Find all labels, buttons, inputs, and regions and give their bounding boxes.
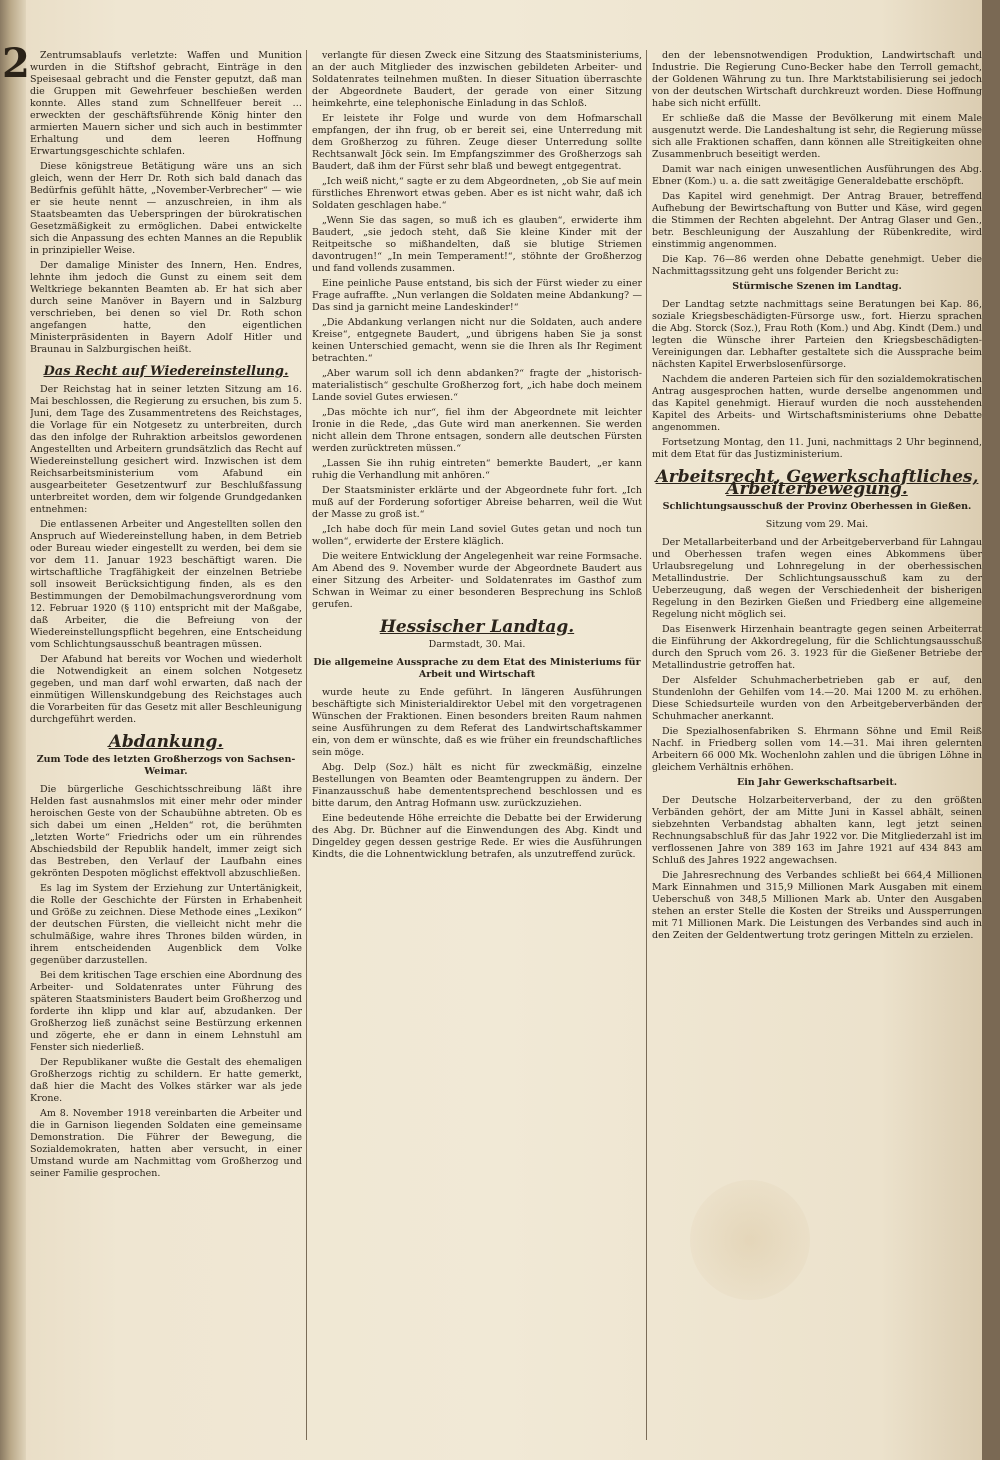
paragraph: Abg. Delp (Soz.) hält es nicht für zweckmäßig, einzelne Bestellungen von Beamten oder Beamtengruppen zu ändern. Der Finanzausschuß habe demententsprechend beschlossen und es bitte darum, den Antrag Hofmann usw. zurückzuziehen. — [312, 762, 642, 809]
paragraph: „Aber warum soll ich denn abdanken?“ fragte der „historisch-materialistisch“ geschulte Großherzog fort, „ich habe doch meinem Lande soviel Gutes erwiesen.“ — [312, 368, 642, 403]
paragraph: Es lag im System der Erziehung zur Untertänigkeit, die Rolle der Geschichte der Fürsten in Erhabenheit und Größe zu zeichnen. Diese Methode eines „Lexikon“ der deutschen Fürsten, die vielleicht nicht mehr die schulmäßige, wahre ihres Thrones bilden würden, in ihrem entscheidenden Augenblick dem Volke gegenüber darzustellen. — [30, 883, 302, 966]
article-headline: Abdankung. — [108, 732, 224, 752]
article-headline: Hessischer Landtag. — [379, 617, 575, 637]
section-heading: Ein Jahr Gewerkschaftsarbeit. — [736, 777, 898, 788]
paragraph: Der Staatsminister erklärte und der Abgeordnete fuhr fort. „Ich muß auf der Forderung sofortiger Abreise beharren, weil die Wut der Masse zu groß ist.“ — [312, 485, 642, 520]
paragraph: wurde heute zu Ende geführt. In längeren Ausführungen beschäftigte sich Ministerialdirektor Uebel mit den vorgetragenen Wünschen der Fraktionen. Einen besonders breiten Raum nahmen seine Ausführungen zu dem Referat des Landwirtschaftskammer ein, von dem er wünschte, daß es wie früher ein freundschaftliches sein möge. — [312, 687, 642, 758]
paragraph: Der Landtag setzte nachmittags seine Beratungen bei Kap. 86, soziale Kriegsbeschädigten-Fürsorge usw., fort. Hierzu sprachen die Abg. Storck (Soz.), Frau Roth (Kom.) und Abg. Kindt (Dem.) und legten die Wünsche ihrer Parteien den Kriegsbeschädigten-Vereinigungen dar. Lebhafter gestaltete sich die Aussprache beim nächsten Kapitel Erwerbslosenfürsorge. — [652, 299, 982, 370]
paragraph: Das Kapitel wird genehmigt. Der Antrag Brauer, betreffend Aufhebung der Bewirtschaftung von Butter und Käse, wird gegen die Stimmen der Rechten abgelehnt. Der Antrag Glaser und Gen., betr. Beschleunigung der Auszahlung der Rübenkredite, wird einstimmig angenommen. — [652, 191, 982, 250]
paragraph: Die Spezialhosenfabriken S. Ehrmann Söhne und Emil Reiß Nachf. in Friedberg sollen vom 14.—31. Mai ihren gelernten Arbeitern 66 000 Mk. Wochenlohn zahlen und die übrigen Löhne in gleichem Verhältnis erhöhen. — [652, 726, 982, 773]
page-number: 2 — [2, 40, 30, 87]
paragraph: Die Kap. 76—86 werden ohne Debatte genehmigt. Ueber die Nachmittagssitzung geht uns folgender Bericht zu: — [652, 254, 982, 277]
article-lead: Die allgemeine Aussprache zu dem Etat des Ministeriums für Arbeit und Wirtschaft — [313, 657, 641, 680]
paragraph: Die Jahresrechnung des Verbandes schließt bei 664,4 Millionen Mark Einnahmen und 315,9 Millionen Mark Ausgaben mit einem Ueberschuß von 348,5 Millionen Mark ab. Unter den Ausgaben stehen an erster Stelle die Kosten der Streiks und Aussperrungen mit 71 Millionen Mark. Die Leistungen des Verbandes sind auch in den Zeiten der Geldentwertung trotz geringen Mitteln zu erzielen. — [652, 870, 982, 941]
paragraph: Der damalige Minister des Innern, Hen. Endres, lehnte ihm jedoch die Gunst zu einem seit dem Weltkriege bekannten Beamten ab. Er hat sich aber durch seine Manöver in Bayern und in Salzburg verschrieben, bei denen so viel Dr. Roth schon angefangen hatte, den eigentlichen Ministerpräsidenten in Bayern Adolf Hitler und Braunau in Salzburgischen heißt. — [30, 260, 302, 355]
paragraph: Am 8. November 1918 vereinbarten die Arbeiter und die in Garnison liegenden Soldaten eine gemeinsame Demonstration. Die Führer der Bewegung, die Sozialdemokraten, hatten aber versucht, in einer Umstand wurde am Nachmittag vom Großherzog und seiner Familie gesprochen. — [30, 1108, 302, 1179]
paragraph: Damit war nach einigen unwesentlichen Ausführungen des Abg. Ebner (Kom.) u. a. die satt zweitägige Generaldebatte erschöpft. — [652, 164, 982, 187]
column-rule — [306, 50, 307, 1440]
paragraph: Der Deutsche Holzarbeiterverband, der zu den größten Verbänden gehört, der am Mitte Juni in Kassel abhält, seinen siebzehnten Verbandstag abhalten kann, legt jetzt seinen Rechnungsabschluß für das Jahr 1922 vor. Die Mitgliederzahl ist im verflossenen Jahre von 389 163 im Jahre 1921 auf 434 843 am Schluß des Jahres 1922 angewachsen. — [652, 795, 982, 866]
paragraph: „Die Abdankung verlangen nicht nur die Soldaten, auch andere Kreise“, entgegnete Baudert, „und übrigens haben Sie ja sonst keinen Unterschied gemacht, wenn sie die Ihren als Ihr Regiment betrachten.“ — [312, 317, 642, 364]
paragraph: Bei dem kritischen Tage erschien eine Abordnung des Arbeiter- und Soldatenrates unter Führung des späteren Staatsministers Baudert beim Großherzog und forderte ihn klipp und klar auf, abzudanken. Der Großherzog ließ zunächst seine Bestürzung erkennen und zögerte, ehe er dann in einem Lehnstuhl am Fenster sich niederließ. — [30, 970, 302, 1053]
page-fold-shadow — [0, 0, 26, 1460]
paragraph: „Das möchte ich nur“, fiel ihm der Abgeordnete mit leichter Ironie in die Rede, „das Gute wird man anerkennen. Sie werden nicht allein dem Throne entsagen, sondern alle deutschen Fürsten werden zurücktreten müssen.“ — [312, 407, 642, 454]
paragraph: Diese königstreue Betätigung wäre uns an sich gleich, wenn der Herr Dr. Roth sich bald danach das Bedürfnis gefühlt hätte, „November-Verbrecher“ — wie er sie heute nennt — anzuschreien, in ihm als Staatsbeamten das Ueberspringen der bürokratischen Gesetzmäßigkeit zu ermöglichen. Dabei entwickelte sich die Anpassung des echten Mannes an die Republik in prinzipieller Weise. — [30, 161, 302, 256]
paragraph: Der Republikaner wußte die Gestalt des ehemaligen Großherzogs richtig zu schildern. Er hatte gemerkt, daß hier die Macht des Volkes stärker war als jede Krone. — [30, 1057, 302, 1104]
paragraph: „Ich habe doch für mein Land soviel Gutes getan und noch tun wollen“, erwiderte der Erstere kläglich. — [312, 524, 642, 547]
column-right — [652, 50, 982, 1440]
dateline: Darmstadt, 30. Mai. — [428, 639, 526, 650]
paragraph: den der lebensnotwendigen Produktion, Landwirtschaft und Industrie. Die Regierung Cuno-Becker habe den Terroll gemacht, der Goldenen Währung zu tun. Ihre Marktstabilisierung sei jedoch von der deutschen Wirtschaft durchkreuzt worden. Diese Hoffnung habe sich nicht erfüllt. — [652, 50, 982, 109]
paragraph: „Ich weiß nicht,“ sagte er zu dem Abgeordneten, „ob Sie auf mein fürstliches Ehrenwort etwas geben. Aber es ist nicht wahr, daß ich Soldaten geschlagen habe.“ — [312, 176, 642, 211]
paragraph: „Lassen Sie ihn ruhig eintreten“ bemerkte Baudert, „er kann ruhig die Verhandlung mit anhören.“ — [312, 458, 642, 481]
paragraph: Er schließe daß die Masse der Bevölkerung mit einem Male ausgenutzt werde. Die Landeshaltung ist sehr, die Regierung müsse sich alle Fraktionen schaffen, dann können alle Streitigkeiten ohne Zusammenbruch beseitigt werden. — [652, 113, 982, 160]
paragraph: Die bürgerliche Geschichtsschreibung läßt ihre Helden fast ausnahmslos mit einer mehr oder minder heroischen Geste von der Schaubühne abtreten. Ob es sich dabei um einen „Helden“ rot, die berühmten „letzten Worte“ Friedrichs oder um ein rührendes Abschiedsbild der Republik handelt, immer zeigt sich das Bestreben, den Verlauf der Laufbahn eines gekrönten Despoten möglichst effektvoll abzuschließen. — [30, 784, 302, 879]
paragraph: verlangte für diesen Zweck eine Sitzung des Staatsministeriums, an der auch Mitglieder des inzwischen gebildeten Arbeiter- und Soldatenrates teilnehmen mußten. In dieser Situation überraschte der Abgeordnete Baudert, der gerade von einer Sitzung heimkehrte, eine telephonische Einladung in das Schloß. — [312, 50, 642, 109]
paragraph: „Wenn Sie das sagen, so muß ich es glauben“, erwiderte ihm Baudert, „sie jedoch steht, daß Sie kleine Kinder mit der Reitpeitsche so mißhandelten, daß sie blutige Striemen davontrugen!“ „In mein Temperament!“, stöhnte der Großherzog und fand vollends zusammen. — [312, 215, 642, 274]
paragraph: Eine peinliche Pause entstand, bis sich der Fürst wieder zu einer Frage aufraffte. „Nun verlangen die Soldaten meine Abdankung? — Das sind ja garnicht meine Landeskinder!“ — [312, 278, 642, 313]
page-edge — [982, 0, 1000, 1460]
paragraph: Der Metallarbeiterband und der Arbeitgeberverband für Lahngau und Oberhessen trafen wegen eines Abkommens über Urlaubsregelung und Lohnregelung in der oberhessischen Metallindustrie. Der Schlichtungsausschuß kam zu der Ueberzeugung, daß wegen der Verschiedenheit der bisherigen Regelung in den Bezirken Gießen und Friedberg eine allgemeine Regelung nicht möglich sei. — [652, 537, 982, 620]
paragraph: Zentrumsablaufs verletzte: Waffen und Munition wurden in die Stiftshof gebracht, Einträge in den Speisesaal gebracht und die Fenster geputzt, daß man die Gruppen mit Gewehrfeuer beschießen werden konnte. Alles stand zum Schnellfeuer bereit … erweckten der geschäftsführende König hinter den armierten Mauern sicher und sich auch in bestimmter Erhaltung und dem leeren Hoffnung Erwartungsgeschichte schlafen. — [30, 50, 302, 157]
dateline: Sitzung vom 29. Mai. — [765, 519, 869, 530]
paragraph: Eine bedeutende Höhe erreichte die Debatte bei der Erwiderung des Abg. Dr. Büchner auf die Einwendungen des Abg. Kindt und Dingeldey gegen dessen gestrige Rede. Er wies die Ausführungen Kindts, die die Lohnentwicklung betrafen, als unzutreffend zurück. — [312, 813, 642, 860]
paragraph: Der Reichstag hat in seiner letzten Sitzung am 16. Mai beschlossen, die Regierung zu ersuchen, bis zum 5. Juni, dem Tage des Zusammentretens des Reichstages, die Vorlage für ein Notgesetz zu unterbreiten, durch das den infolge der Ruhraktion arbeitslos gewordenen Angestellten und Arbeitern grundsätzlich das Recht auf Wiedereinstellung gesichert wird. Inzwischen ist dem Reichsarbeitsministerium vom Afabund ein ausgearbeiteter Gesetzentwurf zur Beschlußfassung unterbreitet worden, dem wir folgende Grundgedanken entnehmen: — [30, 384, 302, 515]
paragraph: Nachdem die anderen Parteien sich für den sozialdemokratischen Antrag ausgesprochen hatten, wurde derselbe angenommen und das Kapitel genehmigt. Hierauf wurden die noch ausstehenden Kapitel des Arbeits- und Wirtschaftsministeriums ohne Debatte angenommen. — [652, 374, 982, 433]
section-heading: Stürmische Szenen im Landtag. — [732, 281, 902, 292]
column-rule — [646, 50, 647, 1440]
article-subheadline: Zum Tode des letzten Großherzogs von Sachsen-Weimar. — [36, 754, 296, 777]
paragraph: Das Eisenwerk Hirzenhain beantragte gegen seinen Arbeiterrat die Einführung der Akkordregelung, für die Schlichtungsausschuß durch den Spruch vom 26. 3. 1923 für die Gießener Betriebe der Metallindustrie getroffen hat. — [652, 624, 982, 671]
paragraph: Fortsetzung Montag, den 11. Juni, nachmittags 2 Uhr beginnend, mit dem Etat für das Justizministerium. — [652, 437, 982, 460]
column-middle — [312, 50, 642, 1440]
paragraph: Die weitere Entwicklung der Angelegenheit war reine Formsache. Am Abend des 9. November wurde der Abgeordnete Baudert aus einer Sitzung des Arbeiter- und Soldatenrates im Gasthof zum Schwan in Weimar zu einer besonderen Besprechung ins Schloß gerufen. — [312, 551, 642, 610]
paragraph: Der Alsfelder Schuhmacherbetrieben gab er auf, den Stundenlohn der Gehilfen vom 14.—20. Mai 1200 M. zu erhöhen. Diese Schiedsurteile wurden von den Arbeitgeberverbänden der Schuhmacher anerkannt. — [652, 675, 982, 722]
paragraph: Er leistete ihr Folge und wurde von dem Hofmarschall empfangen, der ihn frug, ob er bereit sei, eine Unterredung mit dem Großherzog zu führen. Zeuge dieser Unterredung sollte Rechtsanwalt Jöck sein. Im Empfangszimmer des Großherzogs sah Baudert, daß ihm der Fürst sehr blaß und bewegt entgegentrat. — [312, 113, 642, 172]
paragraph: Der Afabund hat bereits vor Wochen und wiederholt die Notwendigkeit an einem solchen Notgesetz gegeben, und man darf wohl erwarten, daß nach der einmütigen Willenskundgebung des Reichstages auch die Vorarbeiten für das Gesetz mit aller Beschleunigung durchgeführt werden. — [30, 654, 302, 725]
article-subheadline: Schlichtungsausschuß der Provinz Oberhessen in Gießen. — [662, 501, 972, 512]
paragraph: Die entlassenen Arbeiter und Angestellten sollen den Anspruch auf Wiedereinstellung haben, in dem Betrieb oder Bureau wieder eingestellt zu werden, bei dem sie vor dem 11. Januar 1923 beschäftigt waren. Die wirtschaftliche Tragfähigkeit der einzelnen Betriebe soll insoweit Berücksichtigung finden, als es den Bestimmungen der Demobilmachungsverordnung vom 12. Februar 1920 (§ 110) entspricht mit der Maßgabe, daß Arbeiter, die die Befreiung von der Wiedereinstellungspflicht begehren, eine Entscheidung vom Schlichtungsausschuß beantragen müssen. — [30, 519, 302, 650]
column-left — [30, 50, 302, 1440]
article-headline: Das Recht auf Wiedereinstellung. — [43, 364, 289, 379]
article-headline: Arbeitsrecht, Gewerkschaftliches, Arbeiterbewegung. — [655, 467, 979, 499]
